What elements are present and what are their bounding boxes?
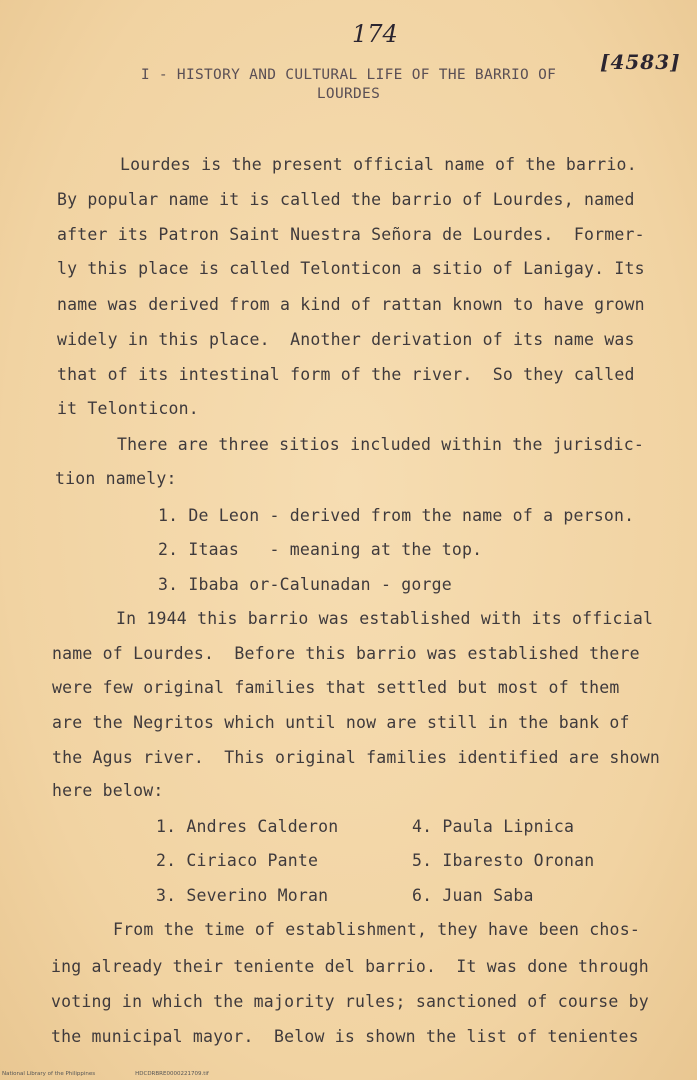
paragraph-line: ly this place is called Telonticon a sitio of Lanigay. Its <box>57 259 645 278</box>
paragraph-line: In 1944 this barrio was established with its official <box>116 609 654 628</box>
sitio-item: 3. Ibaba or-Calunadan - gorge <box>158 575 452 594</box>
scan-footer <box>2 1071 249 1077</box>
paragraph-line: the Agus river. This original families identified are shown <box>52 748 661 767</box>
paragraph-line: widely in this place. Another derivation of its name was <box>57 330 635 349</box>
paragraph-line: ing already their teniente del barrio. It was done through <box>51 957 649 976</box>
title-line-2: LOURDES <box>316 86 381 102</box>
paragraph-line: From the time of establishment, they have been chos- <box>113 920 640 939</box>
paragraph-line: the municipal mayor. Below is shown the list of tenientes <box>51 1027 639 1046</box>
paragraph-line: were few original families that settled but most of them <box>52 678 620 697</box>
paragraph-line: name of Lourdes. Before this barrio was established there <box>52 644 640 663</box>
reference-number: [4583] <box>600 50 681 74</box>
footer-file-id: HDCDRBRE0000221709.tif <box>135 1071 209 1077</box>
paragraph-line: voting in which the majority rules; sanctioned of course by <box>51 992 649 1011</box>
family-item: 4. Paula Lipnica <box>412 817 575 836</box>
title-line-1: I - HISTORY AND CULTURAL LIFE OF THE BARRIO OF <box>140 67 557 83</box>
paragraph-line: are the Negritos which until now are still in the bank of <box>52 713 630 732</box>
family-item: 2. Ciriaco Pante <box>156 851 319 870</box>
paragraph-line: By popular name it is called the barrio of Lourdes, named <box>57 190 635 209</box>
family-item: 1. Andres Calderon <box>156 817 339 836</box>
family-item: 3. Severino Moran <box>156 886 329 905</box>
family-item: 6. Juan Saba <box>412 886 534 905</box>
footer-library: National Library of the Philippines <box>2 1071 96 1077</box>
paragraph-line: that of its intestinal form of the river. So they called <box>57 365 635 384</box>
paragraph-line: tion namely: <box>55 469 177 488</box>
paragraph-line: it Telonticon. <box>57 399 199 418</box>
family-item: 5. Ibaresto Oronan <box>412 851 595 870</box>
paragraph-line: here below: <box>52 781 164 800</box>
paragraph-line: There are three sitios included within the jurisdic- <box>117 435 644 454</box>
paragraph-line: Lourdes is the present official name of the barrio. <box>120 155 637 174</box>
page-number: 174 <box>352 20 398 48</box>
paragraph-line: name was derived from a kind of rattan known to have grown <box>57 295 645 314</box>
paragraph-line: after its Patron Saint Nuestra Señora de Lourdes. Former- <box>57 225 645 244</box>
sitio-item: 1. De Leon - derived from the name of a person. <box>158 506 635 525</box>
sitio-item: 2. Itaas - meaning at the top. <box>158 540 483 559</box>
